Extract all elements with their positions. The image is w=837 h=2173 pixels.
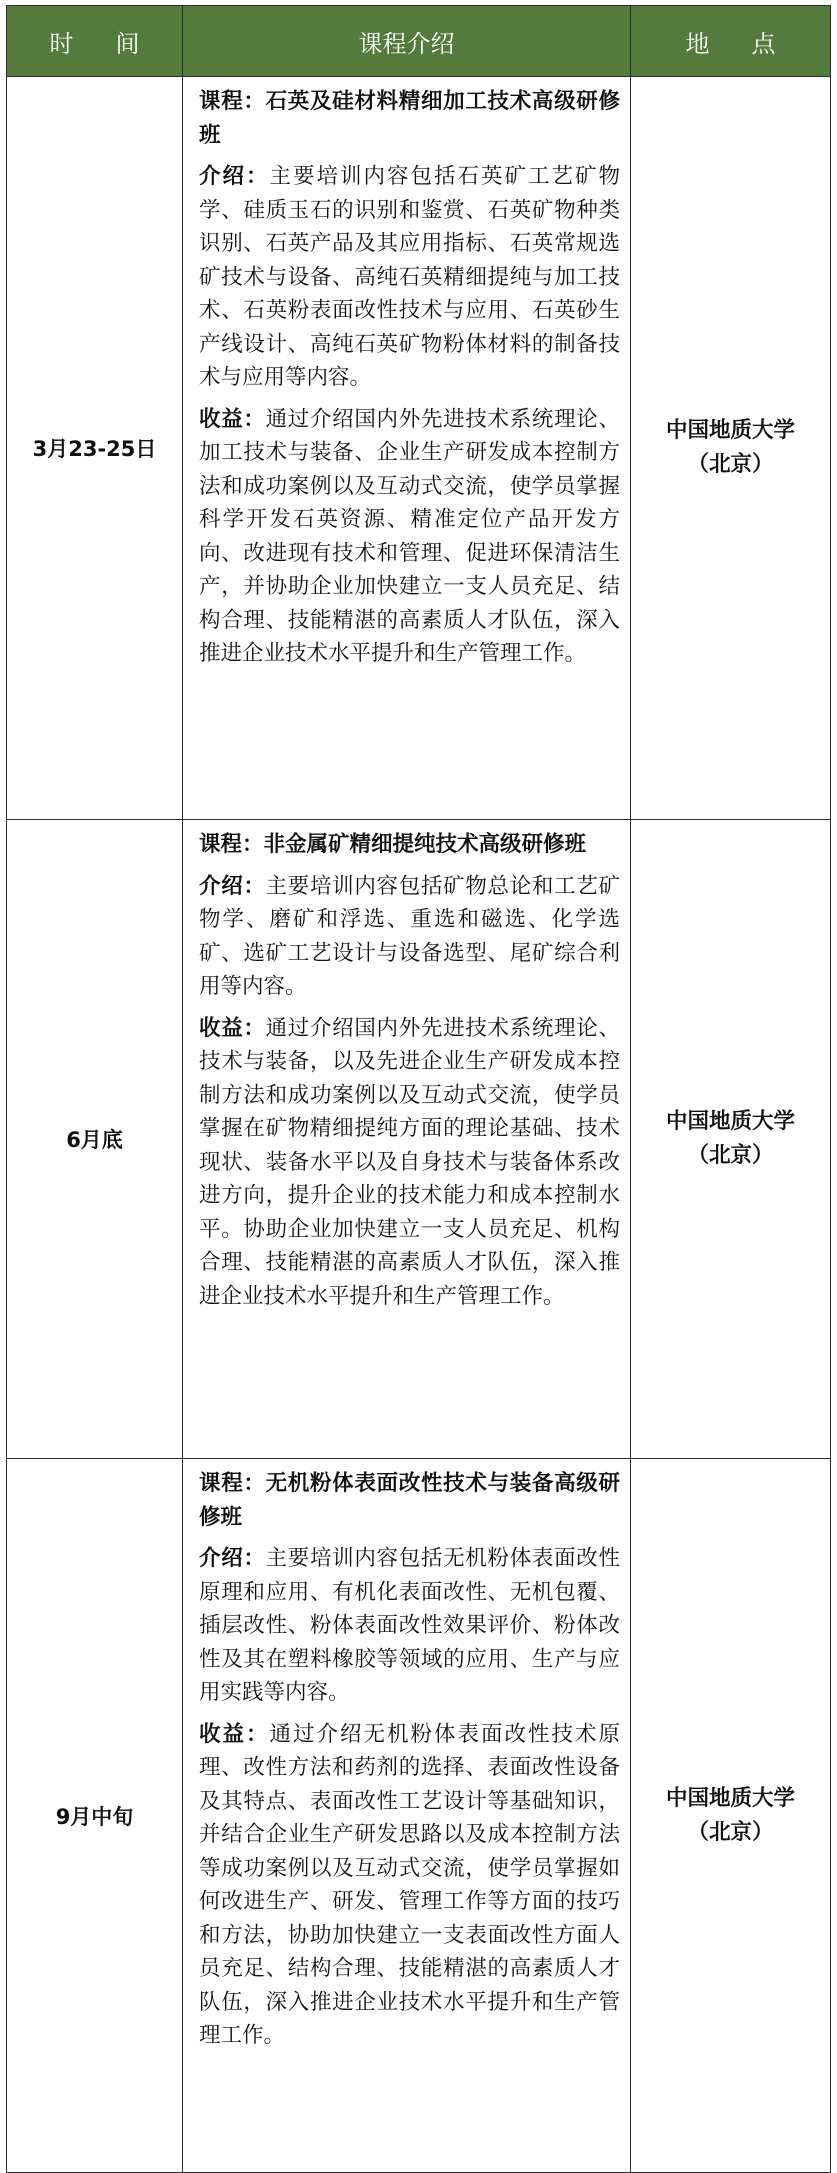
row-time: 9月中旬 [7, 1459, 183, 2173]
course-benefit: 收益：通过介绍国内外先进技术系统理论、加工技术与装备、企业生产研发成本控制方法和成功案例以及互动式交流，使学员掌握科学开发石英资源、精准定位产品开发方向、改进现有技术和管理、促进环保清洁生产，并协助企业加快建立一支人员充足、结构合理、技能精湛的高素质人才队伍，深入推进企业技术水平提升和生产管理工作。 [199, 406, 620, 666]
row-course [183, 1459, 631, 2173]
intro-label: 介绍： [199, 164, 270, 189]
benefit-label: 收益： [199, 1015, 266, 1041]
training-schedule-table [6, 5, 831, 2173]
row-place: 中国地质大学 （北京） [631, 820, 831, 1459]
row-place: 中国地质大学 （北京） [631, 77, 831, 820]
course-intro: 介绍：主要培训内容包括无机粉体表面改性原理和应用、有机化表面改性、无机包覆、插层改性、粉体表面改性效果评价、粉体改性及其在塑料橡胶等领域的应用、生产与应用实践等内容。 [199, 1546, 620, 1705]
header-row [7, 6, 831, 77]
table-row [7, 1459, 831, 2173]
course-benefit: 收益：通过介绍国内外先进技术系统理论、技术与装备，以及先进企业生产研发成本控制方法和成功案例以及互动式交流，使学员掌握在矿物精细提纯方面的理论基础、技术现状、装备水平以及自身技术与装备体系改进方向，提升企业的技术能力和成本控制水平。协助企业加快建立一支人员充足、机构合理、技能精湛的高素质人才队伍，深入推进企业技术水平提升和生产管理工作。 [199, 1015, 620, 1309]
course-intro: 介绍：主要培训内容包括矿物总论和工艺矿物学、磨矿和浮选、重选和磁选、化学选矿、选矿工艺设计与设备选型、尾矿综合利用等内容。 [199, 873, 620, 999]
header-place: 地点 [631, 6, 831, 77]
course-intro: 介绍：主要培训内容包括石英矿工艺矿物学、硅质玉石的识别和鉴赏、石英矿物种类识别、石英产品及其应用指标、石英常规选矿技术与设备、高纯石英精细提纯与加工技术、石英粉表面改性技术与应用、石英砂生产线设计、高纯石英矿物粉体材料的制备技术与应用等内容。 [199, 164, 620, 390]
course-label: 课程： [199, 1471, 266, 1496]
table-header [7, 6, 831, 77]
table-row [7, 77, 831, 820]
intro-label: 介绍： [199, 1546, 266, 1571]
course-label: 课程： [199, 89, 266, 114]
intro-label: 介绍： [199, 873, 266, 899]
row-time: 6月底 [7, 820, 183, 1459]
course-label: 课程： [199, 832, 264, 857]
header-time: 时间 [7, 6, 183, 77]
header-course: 课程介绍 [183, 6, 631, 77]
benefit-label: 收益： [199, 1721, 270, 1747]
row-place: 中国地质大学 （北京） [631, 1459, 831, 2173]
row-course [183, 820, 631, 1459]
table-row [7, 820, 831, 1459]
course-benefit: 收益：通过介绍无机粉体表面改性技术原理、改性方法和药剂的选择、表面改性设备及其特点、表面改性工艺设计等基础知识，并结合企业生产研发思路以及成本控制方法等成功案例以及互动式交流，使学员掌握如何改进生产、研发、管理工作等方面的技巧和方法，协助加快建立一支表面改性方面人员充足、结构合理、技能精湛的高素质人才队伍，深入推进企业技术水平提升和生产管理工作。 [199, 1721, 620, 2048]
benefit-label: 收益： [199, 406, 266, 432]
course-title: 课程：石英及硅材料精细加工技术高级研修班 [199, 89, 620, 148]
row-time: 3月23-25日 [7, 77, 183, 820]
course-title: 课程：无机粉体表面改性技术与装备高级研修班 [199, 1471, 620, 1530]
course-title: 课程：非金属矿精细提纯技术高级研修班 [199, 832, 587, 857]
row-course [183, 77, 631, 820]
